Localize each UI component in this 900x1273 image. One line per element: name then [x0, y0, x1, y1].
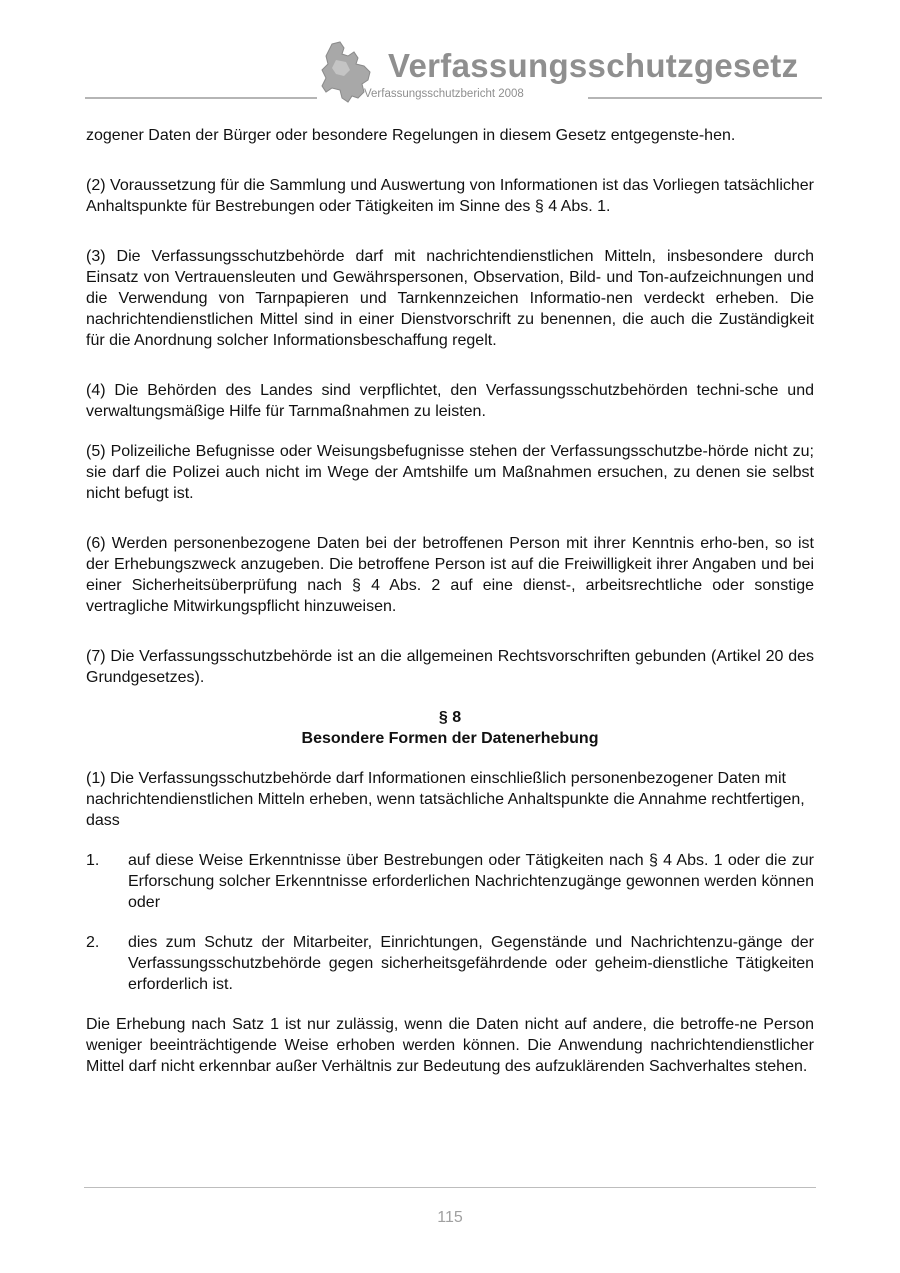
header-rule-left — [85, 97, 317, 99]
paragraph-6: (6) Werden personenbezogene Daten bei der betroffenen Person mit ihrer Kenntnis erho-ben, so ist der Erhebungszweck anzugeben. Die betroffene Person ist auf die Freiwilligkeit ihrer Angaben und bei einer Sicherheitsüberprüfung nach § 4 Abs. 2 auf eine dienst-, arbeitsrechtliche oder sonstige vertragliche Mitwirkungspflicht hinzuweisen. — [86, 535, 814, 615]
section-8-closing-paragraph: Die Erhebung nach Satz 1 ist nur zulässig, wenn die Daten nicht auf andere, die betroffe-ne Person weniger beeinträchtigende Weise erhoben werden können. Die Anwendung nachrichtendienstlicher Mittel darf nicht erkennbar außer Verhältnis zur Bedeutung des aufzuklärenden Sachverhaltes stehen. — [86, 1016, 814, 1075]
paragraph-5: (5) Polizeiliche Befugnisse oder Weisungsbefugnisse stehen der Verfassungsschutzbe-hörde nicht zu; sie darf die Polizei auch nicht im Wege der Amtshilfe um Maßnahmen ersuchen, zu denen sie selbst nicht befugt ist. — [86, 443, 814, 502]
paragraph-4: (4) Die Behörden des Landes sind verpflichtet, den Verfassungsschutzbehörden techni-sche und verwaltungsmäßige Hilfe für Tarnmaßnahmen zu leisten. — [86, 382, 814, 420]
header-subtitle: Verfassungsschutzbericht 2008 — [364, 88, 524, 100]
page-number: 115 — [437, 1209, 463, 1226]
section-title: Besondere Formen der Datenerhebung — [301, 730, 599, 747]
header-title: Verfassungsschutzgesetz — [388, 47, 799, 84]
section-number: § 8 — [438, 709, 462, 726]
list-item-number: 2. — [86, 934, 100, 951]
header-rule-right — [588, 97, 822, 99]
list-item-text: auf diese Weise Erkenntnisse über Bestrebungen oder Tätigkeiten nach § 4 Abs. 1 oder die zur Erforschung solcher Erkenntnisse erforderlichen Nachrichtenzugänge gewonnen werden können oder — [128, 852, 814, 911]
page-header — [0, 0, 900, 110]
paragraph-7: (7) Die Verfassungsschutzbehörde ist an die allgemeinen Rechtsvorschriften gebunden (Artikel 20 des Grundgesetzes). — [86, 648, 814, 686]
section-8-paragraph-1: (1) Die Verfassungsschutzbehörde darf Informationen einschließlich personenbezogener Daten mit nachrichtendienstlichen Mitteln erheben, wenn tatsächliche Anhaltspunkte die Annahme rechtfertigen, dass — [86, 770, 805, 829]
footer-rule — [84, 1187, 816, 1188]
list-item-text: dies zum Schutz der Mitarbeiter, Einrichtungen, Gegenstände und Nachrichtenzu-gänge der Verfassungsschutzbehörde gegen sicherheitsgefährdende oder geheim-dienstliche Tätigkeiten erforderlich ist. — [128, 934, 814, 993]
list-item — [86, 932, 814, 995]
paragraph-3: (3) Die Verfassungsschutzbehörde darf mit nachrichtendienstlichen Mitteln, insbesondere durch Einsatz von Vertrauensleuten und Gewährspersonen, Observation, Bild- und Ton-aufzeichnungen und die Verwendung von Tarnpapieren und Tarnkennzeichen Informatio-nen verdeckt erheben. Die nachrichtendienstlichen Mittel sind in einer Dienstvorschrift zu benennen, die auch die Zuständigkeit für die Anordnung solcher Informationsbeschaffung regelt. — [86, 248, 814, 349]
document-body — [86, 125, 814, 1077]
paragraph-2: (2) Voraussetzung für die Sammlung und Auswertung von Informationen ist das Vorliegen tatsächlicher Anhaltspunkte für Bestrebungen oder Tätigkeiten im Sinne des § 4 Abs. 1. — [86, 177, 814, 215]
list-item — [86, 850, 814, 913]
list-item-number: 1. — [86, 852, 100, 869]
paragraph-continuation: zogener Daten der Bürger oder besondere Regelungen in diesem Gesetz entgegenste-hen. — [86, 127, 736, 144]
